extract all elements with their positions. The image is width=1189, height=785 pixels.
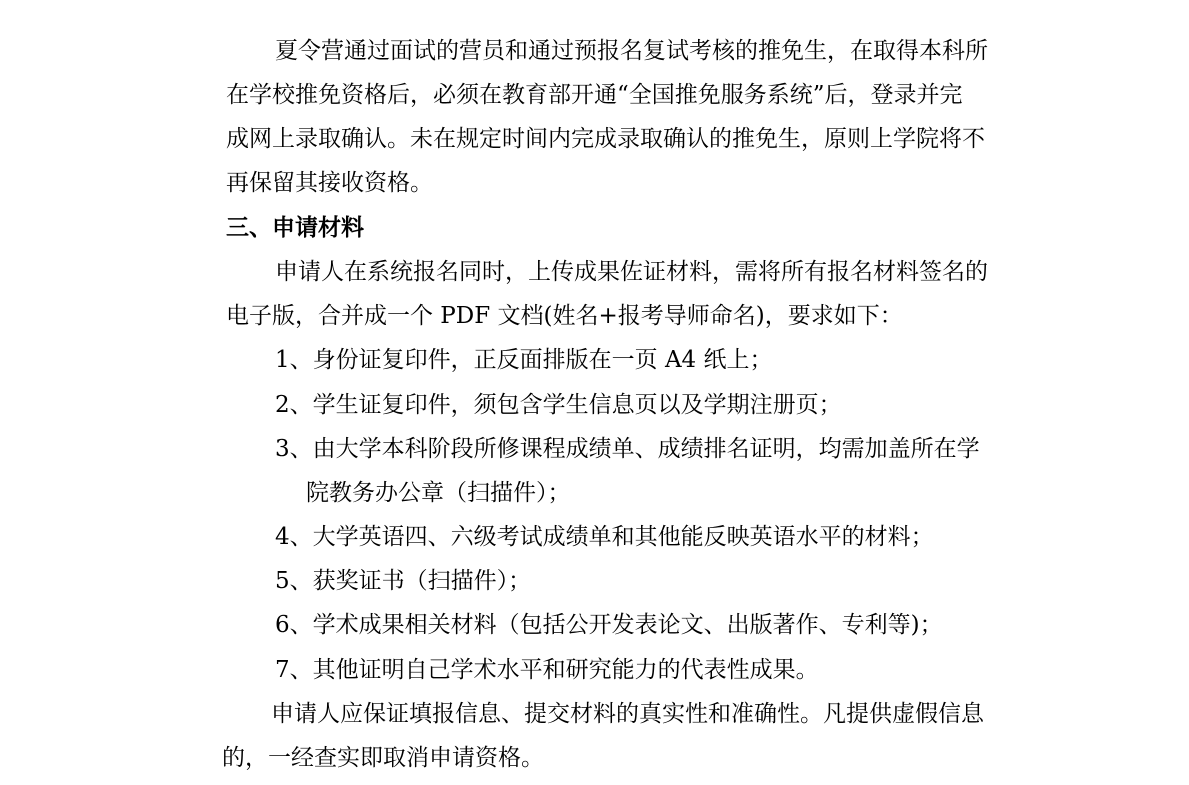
list-item: 5、获奖证书（扫描件）；	[275, 568, 532, 594]
paragraph-line: 申请人应保证填报信息、提交材料的真实性和准确性。凡提供虚假信息	[271, 701, 984, 727]
paragraph-line: 申请人在系统报名同时，上传成果佐证材料，需将所有报名材料签名的	[275, 259, 988, 285]
paragraph-line: 电子版，合并成一个 PDF 文档(姓名+报考导师命名)，要求如下：	[226, 303, 903, 329]
list-item: 6、学术成果相关材料（包括公开发表论文、出版著作、专利等)；	[275, 612, 943, 638]
paragraph-line: 夏令营通过面试的营员和通过预报名复试考核的推免生，在取得本科所	[275, 38, 988, 64]
section-heading: 三、申请材料	[226, 214, 364, 241]
paragraph-line: 在学校推免资格后，必须在教育部开通“全国推免服务系统”后，登录并完	[226, 82, 963, 108]
list-item: 4、大学英语四、六级考试成绩单和其他能反映英语水平的材料；	[275, 524, 934, 550]
list-item: 3、由大学本科阶段所修课程成绩单、成绩排名证明，均需加盖所在学	[275, 436, 980, 462]
list-item: 7、其他证明自己学术水平和研究能力的代表性成果。	[275, 657, 819, 683]
paragraph-line: 的，一经查实即取消申请资格。	[222, 745, 544, 771]
list-item: 2、学生证复印件，须包含学生信息页以及学期注册页；	[275, 392, 842, 418]
paragraph-line: 再保留其接收资格。	[226, 170, 433, 196]
list-item: 1、身份证复印件，正反面排版在一页 A4 纸上；	[275, 347, 773, 373]
list-item-continuation: 院教务办公章（扫描件）；	[306, 480, 571, 506]
paragraph-line: 成网上录取确认。未在规定时间内完成录取确认的推免生，原则上学院将不	[226, 126, 985, 152]
